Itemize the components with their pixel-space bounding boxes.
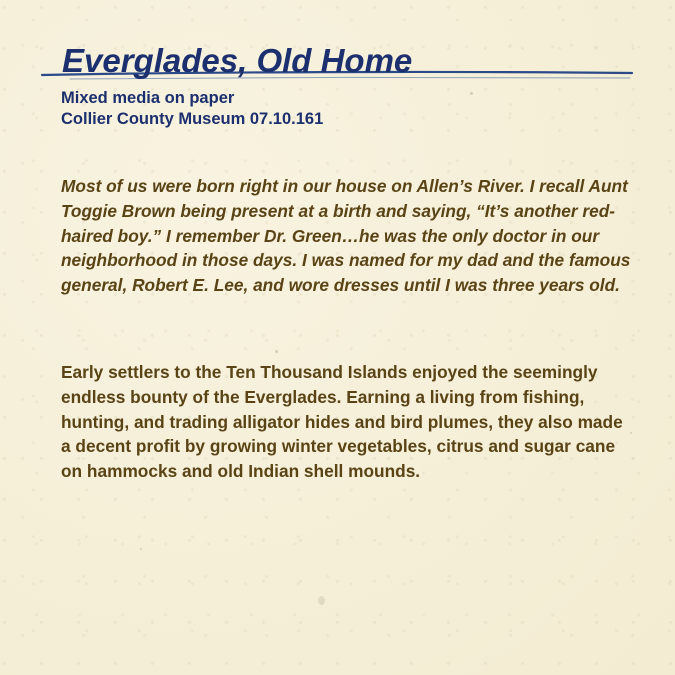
paper-speck xyxy=(140,548,142,550)
title-block xyxy=(40,38,635,84)
paper-speck xyxy=(470,92,473,95)
artwork-details xyxy=(61,88,323,130)
oral-history-quote: Most of us were born right in our house on Allen’s River. I recall Aunt Toggie Brown being present at a birth and saying, “It’s another red-haired boy.” I remember Dr. Green…he was the only doctor in our neighborhood in those days. I was named for my dad and the famous general, Robert E. Lee, and wore dresses until I was three years old. xyxy=(61,176,631,296)
collection-number: Collier County Museum 07.10.161 xyxy=(61,110,324,128)
paper-speck xyxy=(318,596,325,605)
paper-speck xyxy=(275,350,278,353)
page-title: Everglades, Old Home xyxy=(62,42,413,79)
medium-text: Mixed media on paper xyxy=(61,89,235,107)
description-paragraph: Early settlers to the Ten Thousand Islands enjoyed the seemingly endless bounty of the Everglades. Earning a living from fishing, hunting, and trading alligator hides and bird plumes, they also made a decent profit by growing winter vegetables, citrus and sugar cane on hammocks and old Indian shell mounds. xyxy=(61,362,623,482)
